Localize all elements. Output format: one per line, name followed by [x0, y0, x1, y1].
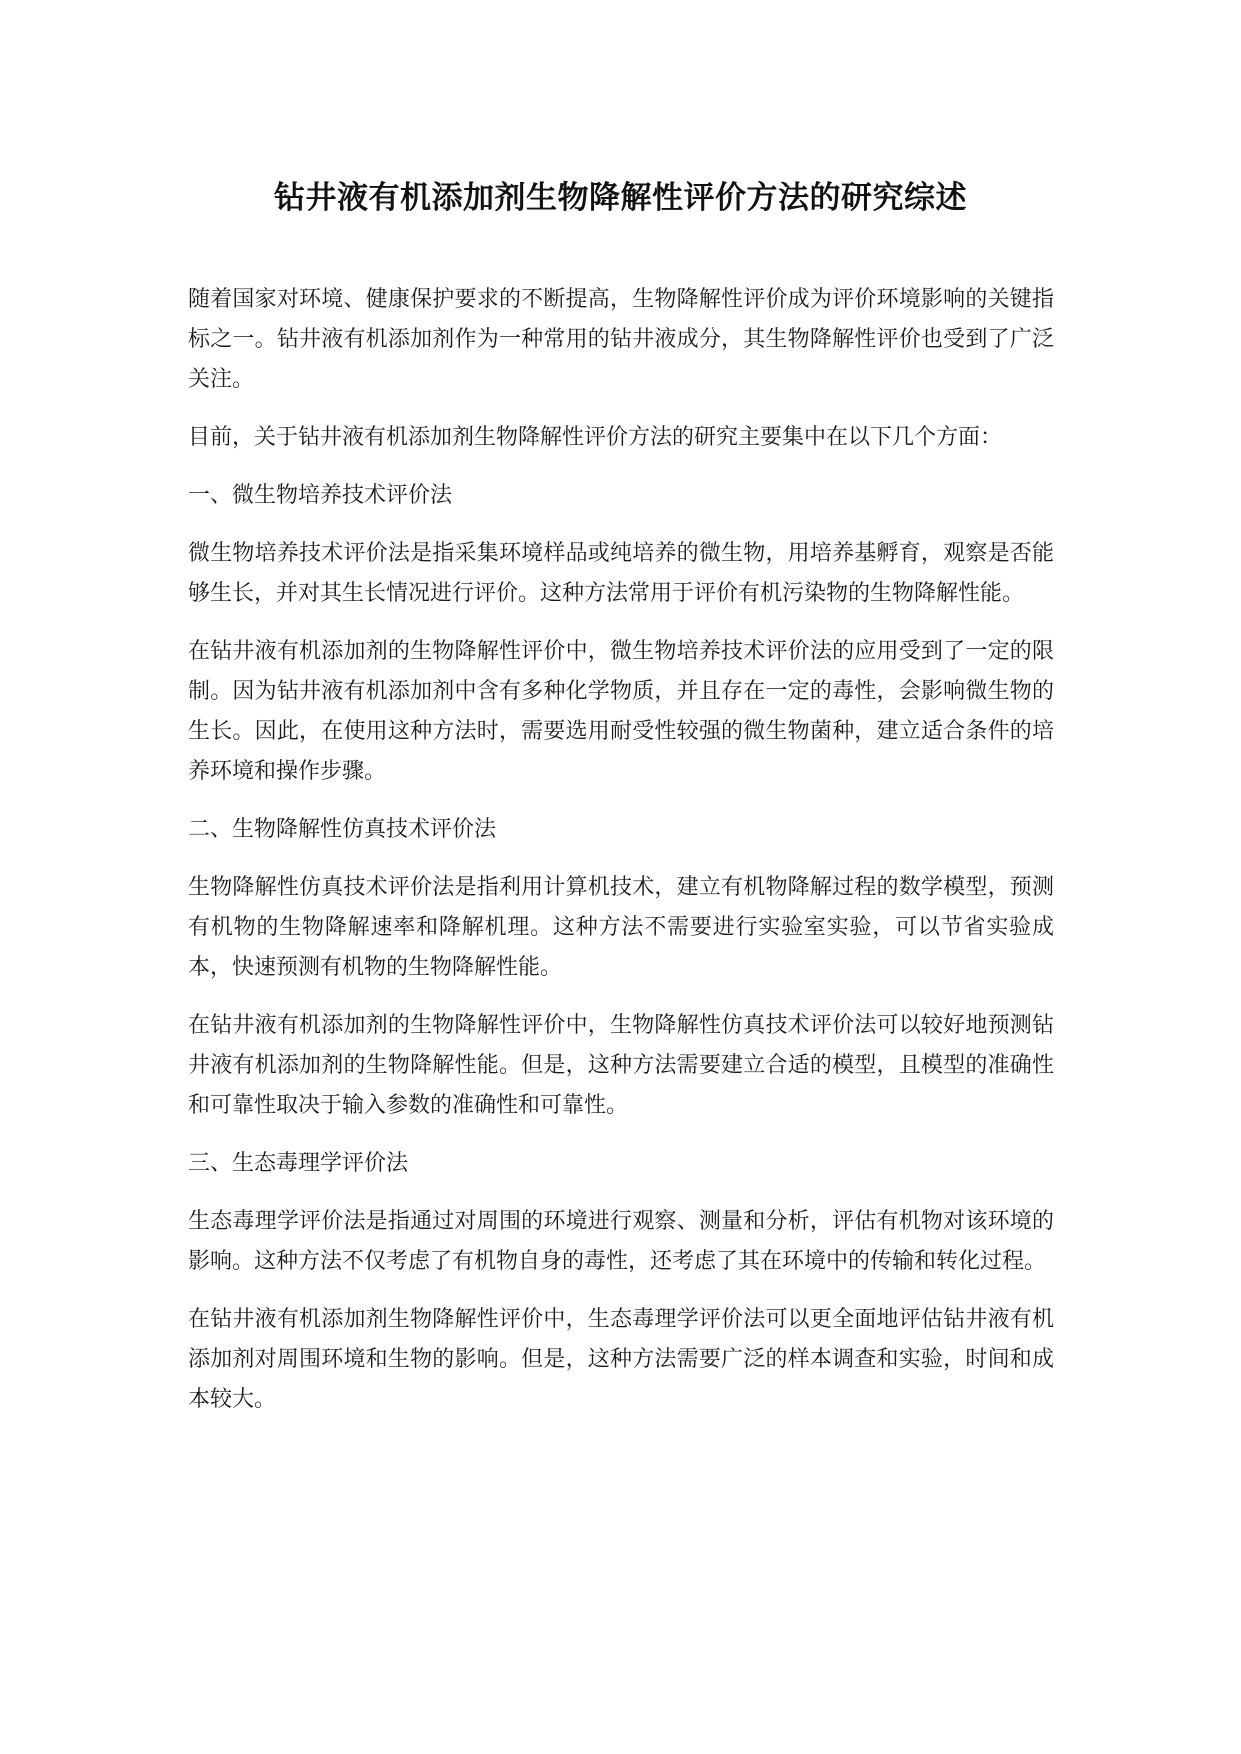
section-paragraph: 在钻井液有机添加剂的生物降解性评价中，生物降解性仿真技术评价法可以较好地预测钻井液有机添加剂的生物降解性能。但是，这种方法需要建立合适的模型，且模型的准确性和可靠性取决于输入参数的准确性和可靠性。 [188, 1013, 1054, 1118]
section-paragraph: 在钻井液有机添加剂生物降解性评价中，生态毒理学评价法可以更全面地评估钻井液有机添加剂对周围环境和生物的影响。但是，这种方法需要广泛的样本调查和实验，时间和成本较大。 [188, 1307, 1054, 1412]
section-paragraph: 生物降解性仿真技术评价法是指利用计算机技术，建立有机物降解过程的数学模型，预测有机物的生物降解速率和降解机理。这种方法不需要进行实验室实验，可以节省实验成本，快速预测有机物的生物降解性能。 [188, 875, 1054, 980]
section-paragraph: 生态毒理学评价法是指通过对周围的环境进行观察、测量和分析，评估有机物对该环境的影响。这种方法不仅考虑了有机物自身的毒性，还考虑了其在环境中的传输和转化过程。 [188, 1209, 1054, 1274]
section-paragraph: 在钻井液有机添加剂的生物降解性评价中，微生物培养技术评价法的应用受到了一定的限制。因为钻井液有机添加剂中含有多种化学物质，并且存在一定的毒性，会影响微生物的生长。因此，在使用这种方法时，需要选用耐受性较强的微生物菌种，建立适合条件的培养环境和操作步骤。 [188, 639, 1054, 784]
section-heading: 二、生物降解性仿真技术评价法 [188, 817, 497, 842]
overview-paragraph: 目前，关于钻井液有机添加剂生物降解性评价方法的研究主要集中在以下几个方面： [188, 425, 1003, 450]
intro-paragraph: 随着国家对环境、健康保护要求的不断提高，生物降解性评价成为评价环境影响的关键指标之一。钻井液有机添加剂作为一种常用的钻井液成分，其生物降解性评价也受到了广泛关注。 [188, 287, 1054, 392]
section-heading: 一、微生物培养技术评价法 [188, 483, 453, 508]
document-title: 钻井液有机添加剂生物降解性评价方法的研究综述 [274, 180, 967, 216]
section-paragraph: 微生物培养技术评价法是指采集环境样品或纯培养的微生物，用培养基孵育，观察是否能够生长，并对其生长情况进行评价。这种方法常用于评价有机污染物的生物降解性能。 [188, 541, 1054, 606]
section-heading: 三、生态毒理学评价法 [188, 1151, 409, 1176]
document-body [188, 280, 1054, 1438]
